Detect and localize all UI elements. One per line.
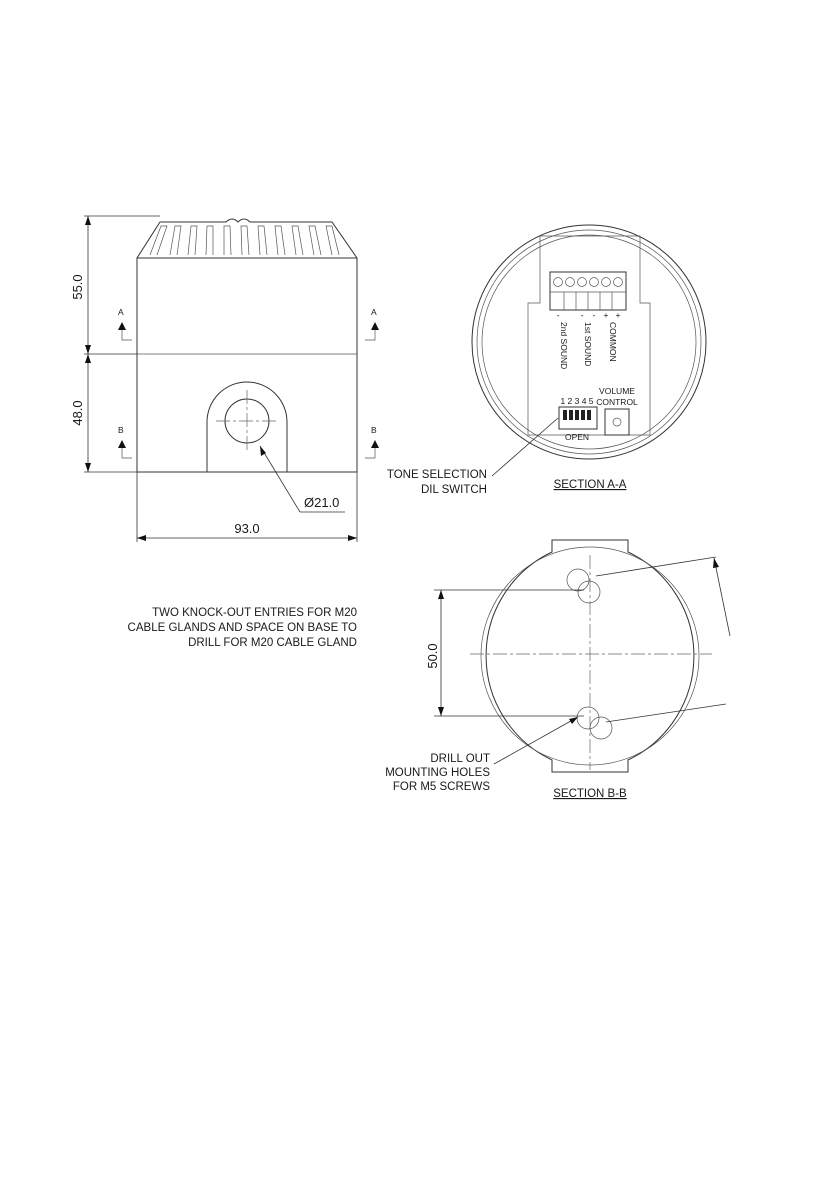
drill-note-line3: FOR M5 SCREWS	[392, 781, 490, 793]
section-bb	[385, 540, 730, 800]
terminal-sign-1: -	[556, 310, 560, 320]
section-marker-b-right	[365, 425, 379, 458]
volume-label-line2: CONTROL	[596, 397, 638, 407]
section-marker-b-left	[118, 425, 132, 458]
terminal-sign-4: +	[603, 310, 609, 320]
svg-text:DRILL FOR M20 CABLE GLAND: DRILL FOR M20 CABLE GLAND	[188, 637, 357, 649]
label-common: COMMON	[608, 322, 618, 362]
terminal-block	[550, 272, 626, 310]
dil-switch	[559, 407, 597, 429]
label-2nd-sound: 2nd SOUND	[559, 322, 569, 370]
svg-text:A: A	[118, 307, 124, 317]
drill-note-line2: MOUNTING HOLES	[385, 767, 490, 779]
volume-control	[605, 409, 629, 435]
svg-text:TWO KNOCK-OUT ENTRIES FOR M20: TWO KNOCK-OUT ENTRIES FOR M20	[152, 607, 357, 619]
dil-open-label: OPEN	[564, 432, 590, 442]
side-view-cap-outline	[137, 219, 357, 258]
section-aa	[387, 225, 706, 496]
terminal-sign-3: -	[592, 310, 596, 320]
dim-upper-height: 55.0	[70, 274, 85, 300]
section-marker-a-right	[365, 307, 379, 340]
knockout-note	[128, 607, 357, 649]
tone-selection-line2: DIL SWITCH	[420, 484, 487, 496]
section-aa-title: SECTION A-A	[553, 479, 627, 491]
section-marker-a-left	[118, 307, 132, 340]
dil-numbers: 1 2 3 4 5	[560, 396, 594, 406]
terminal-sign-2: -	[580, 310, 584, 320]
dim-width: 93.0	[234, 521, 260, 536]
terminal-sign-5: +	[615, 310, 621, 320]
dim-hole-diameter: Ø21.0	[304, 495, 340, 510]
drill-note-line1: DRILL OUT	[430, 753, 490, 765]
svg-text:CABLE GLANDS AND SPACE ON BASE: CABLE GLANDS AND SPACE ON BASE TO	[127, 622, 357, 634]
dim-hole-spacing: 50.0	[425, 643, 440, 669]
mounting-hole-upper	[567, 569, 589, 591]
dim-lower-height: 48.0	[70, 400, 85, 426]
tone-selection-line1: TONE SELECTION	[386, 469, 487, 481]
label-1st-sound: 1st SOUND	[583, 322, 593, 367]
side-view	[70, 216, 379, 542]
volume-label-line1: VOLUME	[599, 386, 635, 396]
svg-text:B: B	[118, 425, 124, 435]
section-bb-title: SECTION B-B	[553, 788, 627, 800]
svg-text:B: B	[371, 425, 377, 435]
side-view-fins	[150, 226, 339, 255]
svg-text:A: A	[371, 307, 377, 317]
